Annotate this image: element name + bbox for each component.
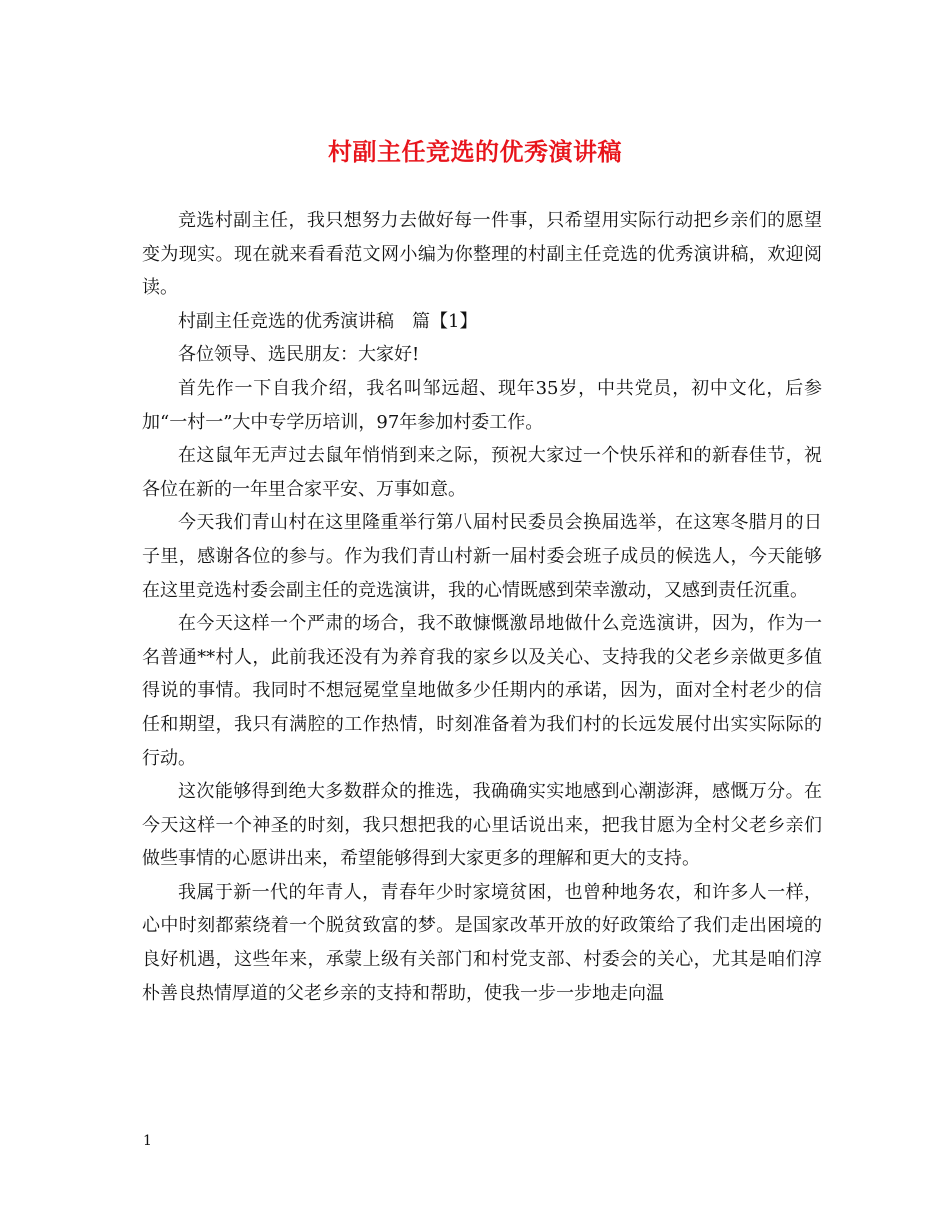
- paragraph-election-context: 今天我们青山村在这里隆重举行第八届村民委员会换届选举，在这寒冬腊月的日子里，感谢各位的参与。作为我们青山村新一届村委会班子成员的候选人，今天能够在这里竞选村委会副主任的竞选演讲，我的心情既感到荣幸激动，又感到责任沉重。: [142, 512, 822, 601]
- paragraph-self-intro: 首先作一下自我介绍，我名叫邹远超、现年35岁，中共党员，初中文化，后参加“一村一”大中专学历培训，97年参加村委工作。: [142, 377, 822, 433]
- paragraph-background: 我属于新一代的年青人，青春年少时家境贫困，也曾种地务农，和许多人一样，心中时刻都萦绕着一个脱贫致富的梦。是国家改革开放的好政策给了我们走出困境的良好机遇，这些年来，承蒙上级有关部门和村党支部、村委会的关心，尤其是咱们淳朴善良热情厚道的父老乡亲的支持和帮助，使我一步一步地走向温: [142, 881, 822, 1004]
- paragraph-greeting: 各位领导、选民朋友：大家好!: [178, 344, 420, 366]
- section-heading: 村副主任竞选的优秀演讲稿 篇【1】: [178, 310, 478, 332]
- page-number: 1: [143, 1133, 152, 1149]
- document-title: 村副主任竞选的优秀演讲稿: [328, 138, 622, 166]
- paragraph-intro: 竞选村副主任，我只想努力去做好每一件事，只希望用实际行动把乡亲们的愿望变为现实。现在就来看看范文网小编为你整理的村副主任竞选的优秀演讲稿，欢迎阅读。: [142, 210, 822, 299]
- paragraph-new-year-wishes: 在这鼠年无声过去鼠年悄悄到来之际，预祝大家过一个快乐祥和的新春佳节，祝各位在新的一年里合家平安、万事如意。: [142, 445, 822, 500]
- paragraph-gratitude: 这次能够得到绝大多数群众的推选，我确确实实地感到心潮澎湃，感慨万分。在今天这样一个神圣的时刻，我只想把我的心里话说出来，把我甘愿为全村父老乡亲们做些事情的心愿讲出来，希望能够得到大家更多的理解和更大的支持。: [142, 781, 822, 870]
- document-body: [142, 204, 822, 1010]
- paragraph-humility: 在今天这样一个严肃的场合，我不敢慷慨激昂地做什么竞选演讲，因为，作为一名普通**村人，此前我还没有为养育我的家乡以及关心、支持我的父老乡亲做更多值得说的事情。我同时不想冠冕堂皇地做多少任期内的承诺，因为，面对全村老少的信任和期望，我只有满腔的工作热情，时刻准备着为我们村的长远发展付出实实际际的行动。: [142, 613, 822, 769]
